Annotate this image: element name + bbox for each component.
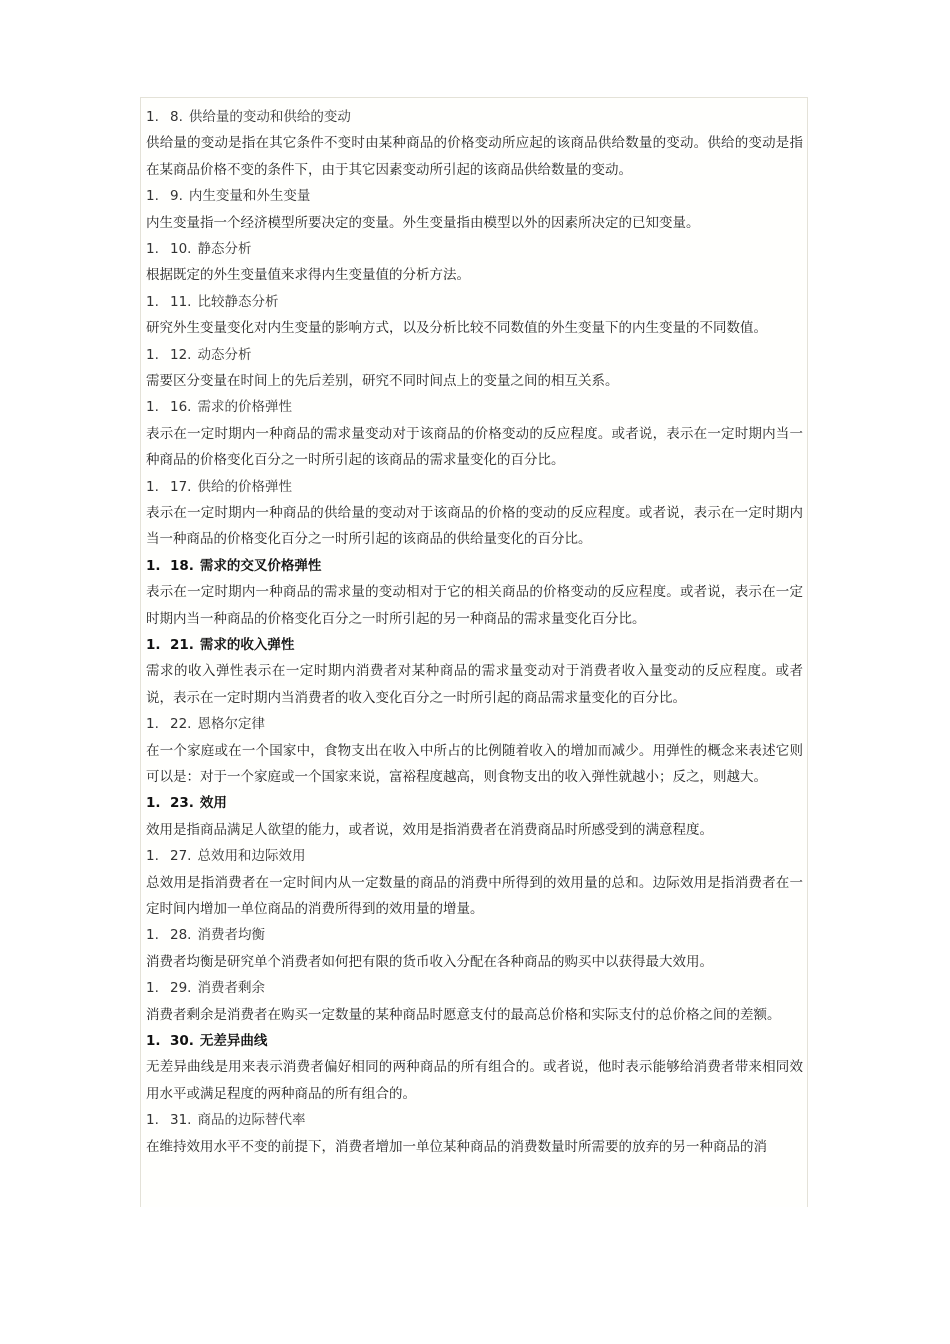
entry-number: 1. [146,241,159,257]
entry-body: 根据既定的外生变量值来求得内生变量值的分析方法。 [146,267,470,284]
entry-subnumber: 8. [170,109,183,125]
entry-number: 1. [146,557,161,574]
entry-heading [146,236,803,262]
entry-heading [146,394,803,420]
entry-body: 研究外生变量变化对内生变量的影响方式，以及分析比较不同数值的外生变量下的内生变量的不同数值。 [146,320,767,337]
entry-body: 在维持效用水平不变的前提下，消费者增加一单位某种商品的消费数量时所需要的放弃的另一种商品的消 [146,1138,767,1155]
entry-subnumber: 21. [170,637,194,653]
entry-body: 需求的收入弹性表示在一定时期内消费者对某种商品的需求量变动对于消费者收入量变动的反应程度。或者说，表示在一定时期内当消费者的收入变化百分之一时所引起的商品需求量变化的百分比。 [146,663,803,706]
entry-title: 内生变量和外生变量 [188,188,311,205]
entry-heading [146,342,803,368]
entry-body: 消费者均衡是研究单个消费者如何把有限的货币收入分配在各种商品的购买中以获得最大效用。 [146,953,713,970]
entry-number: 1. [146,399,159,416]
entry-number: 1. [146,848,159,865]
entry-title: 无差异曲线 [199,1033,268,1049]
entry-subnumber: 17. [170,478,192,495]
entry-number: 1. [146,716,159,733]
entry-title: 恩格尔定律 [197,716,265,733]
entry-title: 商品的边际替代率 [197,1112,306,1129]
entry-title: 静态分析 [197,241,252,257]
entry-title: 总效用和边际效用 [197,848,306,865]
entry-subnumber: 29. [170,980,192,997]
entry-heading [146,711,803,737]
entry-body: 表示在一定时期内一种商品的供给量的变动对于该商品的价格的变动的反应程度。或者说，表示在一定时期内当一种商品的价格变化百分之一时所引起的该商品的供给量变化的百分比。 [146,504,803,548]
entry-title: 需求的交叉价格弹性 [199,557,322,574]
entry-subnumber: 10. [170,241,192,257]
entry-subnumber: 23. [170,795,194,812]
entry-number: 1. [146,346,159,363]
entry-number: 1. [146,927,159,944]
entry-number: 1. [146,1112,159,1129]
entry-body: 消费者剩余是消费者在购买一定数量的某种商品时愿意支付的最高总价格和实际支付的总价格之间的差额。 [146,1006,781,1023]
entry-title: 动态分析 [197,346,252,363]
entry-number: 1. [146,188,159,205]
entry-title: 比较静态分析 [197,293,279,310]
entry-heading [146,632,803,658]
entry-subnumber: 11. [170,293,192,310]
entry-subnumber: 9. [170,188,183,205]
entry-body: 总效用是指消费者在一定时间内从一定数量的商品的消费中所得到的效用量的总和。边际效用是指消费者在一定时间内增加一单位商品的消费所得到的效用量的增量。 [146,874,803,917]
entry-number: 1. [146,795,161,812]
entry-heading [146,289,803,315]
entry-subnumber: 12. [170,346,192,363]
entry-heading [146,1107,803,1133]
entry-heading [146,553,803,579]
entry-title: 供给的价格弹性 [197,478,292,495]
entry-heading [146,975,803,1001]
entry-number: 1. [146,1033,161,1049]
entry-number: 1. [146,109,159,125]
entry-heading [146,183,803,209]
entry-body: 表示在一定时期内一种商品的需求量变动对于该商品的价格变动的反应程度。或者说，表示在一定时期内当一种商品的价格变化百分之一时所引起的该商品的需求量变化的百分比。 [146,425,803,469]
entry-body: 需要区分变量在时间上的先后差别，研究不同时间点上的变量之间的相互关系。 [146,372,619,389]
entry-subnumber: 30. [170,1033,194,1049]
entry-number: 1. [146,637,161,653]
entry-body: 供给量的变动是指在其它条件不变时由某种商品的价格变动所应起的该商品供给数量的变动。供给的变动是指在某商品价格不变的条件下，由于其它因素变动所引起的该商品供给数量的变动。 [146,135,803,178]
entry-number: 1. [146,478,159,495]
entry-heading [146,104,803,130]
entry-body: 效用是指商品满足人欲望的能力，或者说，效用是指消费者在消费商品时所感受到的满意程度。 [146,821,713,838]
entry-body: 在一个家庭或在一个国家中，食物支出在收入中所占的比例随着收入的增加而减少。用弹性的概念来表述它则可以是：对于一个家庭或一个国家来说，富裕程度越高，则食物支出的收入弹性就越小；反之，则越大。 [146,742,803,785]
entry-title: 效用 [199,795,227,812]
entry-heading [146,922,803,948]
entry-title: 消费者均衡 [197,927,265,944]
entry-title: 供给量的变动和供给的变动 [188,109,351,125]
entry-body: 表示在一定时期内一种商品的需求量的变动相对于它的相关商品的价格变动的反应程度。或者说，表示在一定时期内当一种商品的价格变化百分之一时所引起的另一种商品的需求量变化百分比。 [146,584,803,627]
entry-heading [146,474,803,500]
entry-subnumber: 22. [170,716,192,733]
entry-heading [146,790,803,816]
entry-number: 1. [146,980,159,997]
entry-subnumber: 27. [170,848,192,865]
entry-body: 无差异曲线是用来表示消费者偏好相同的两种商品的所有组合的。或者说，他时表示能够给消费者带来相同效用水平或满足程度的两种商品的所有组合的。 [146,1059,803,1102]
entry-heading [146,1028,803,1054]
entry-subnumber: 16. [170,399,192,416]
entry-title: 需求的价格弹性 [197,399,292,416]
entry-subnumber: 31. [170,1112,192,1129]
entry-heading [146,843,803,869]
entry-title: 需求的收入弹性 [199,637,295,653]
entry-subnumber: 28. [170,927,192,944]
document-content [140,97,808,1207]
entry-title: 消费者剩余 [197,980,265,997]
entry-body: 内生变量指一个经济模型所要决定的变量。外生变量指由模型以外的因素所决定的已知变量。 [146,214,700,231]
entry-subnumber: 18. [170,557,194,574]
entry-number: 1. [146,293,159,310]
